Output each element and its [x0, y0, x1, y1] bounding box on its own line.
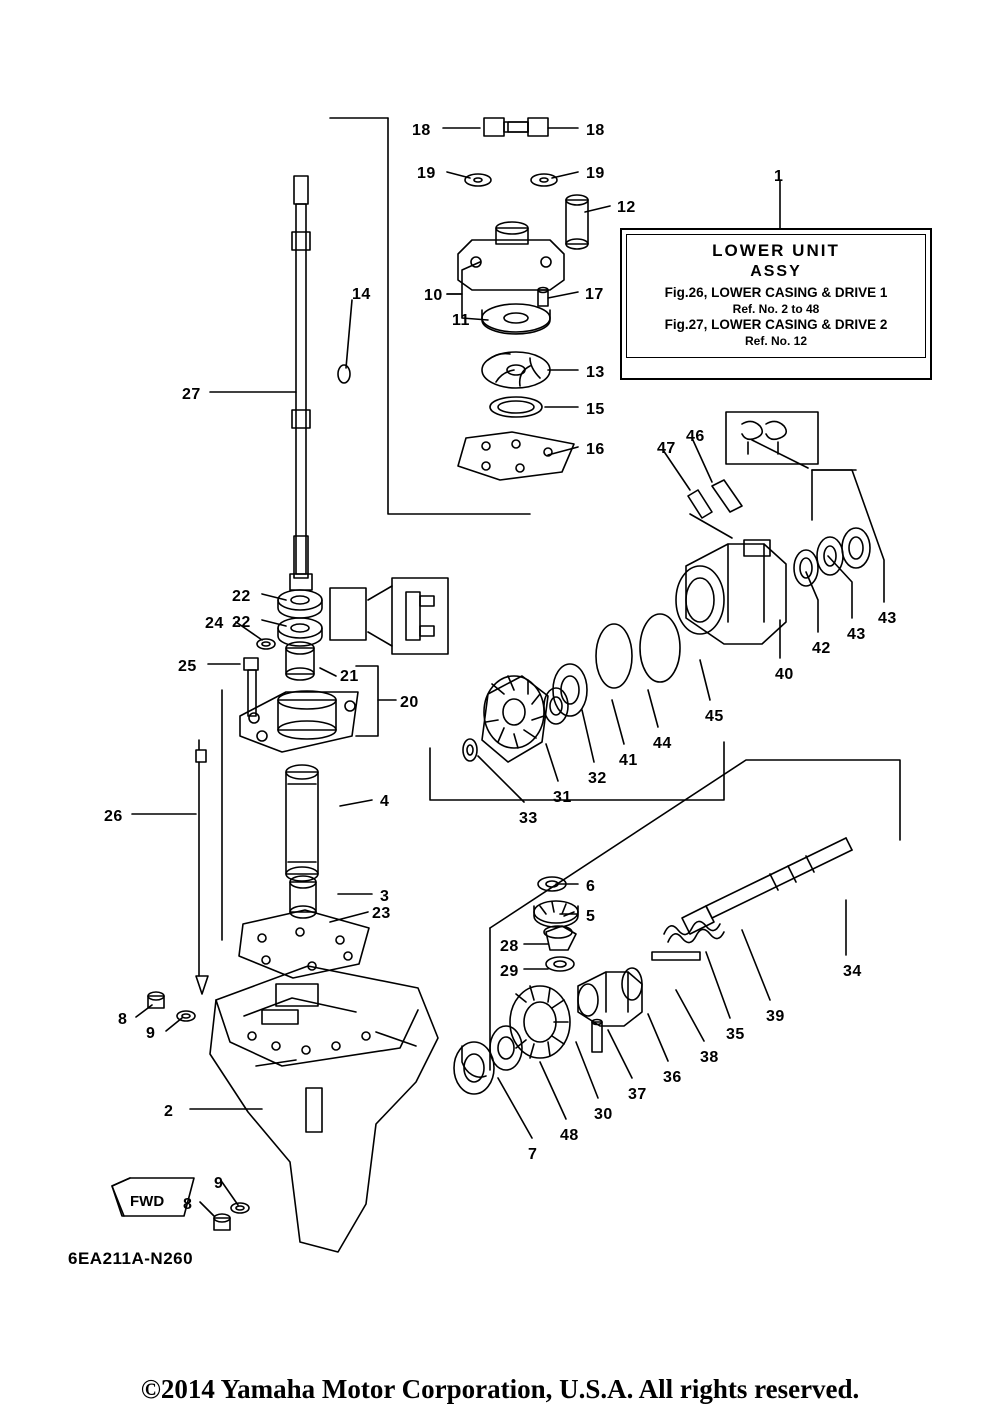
- callout-35: 35: [726, 1026, 745, 1043]
- callout-2: 2: [164, 1103, 174, 1120]
- callout-4: 4: [380, 793, 390, 810]
- callout-16: 16: [586, 441, 605, 458]
- lower-unit-assy-legend: [620, 228, 932, 380]
- callout-8-lower: 8: [183, 1196, 193, 1213]
- legend-title: LOWER UNIT: [712, 241, 840, 260]
- legend-fig26-ref: Ref. No. 2 to 48: [732, 301, 820, 316]
- callout-46: 46: [686, 428, 705, 445]
- callout-25: 25: [178, 658, 197, 675]
- callout-21: 21: [340, 668, 359, 685]
- callout-32: 32: [588, 770, 607, 787]
- callout-45: 45: [705, 708, 724, 725]
- callout-8-upper: 8: [118, 1011, 128, 1028]
- callout-19-left: 19: [417, 165, 436, 182]
- callout-20: 20: [400, 694, 419, 711]
- callout-43-outer: 43: [878, 610, 897, 627]
- callout-12: 12: [617, 199, 636, 216]
- callout-17: 17: [585, 286, 604, 303]
- callout-44: 44: [653, 735, 672, 752]
- copyright-notice: ©2014 Yamaha Motor Corporation, U.S.A. All rights reserved.: [140, 1374, 860, 1404]
- callout-22-upper: 22: [232, 588, 251, 605]
- callout-37: 37: [628, 1086, 647, 1103]
- callout-13: 13: [586, 364, 605, 381]
- callout-9-upper: 9: [146, 1025, 156, 1042]
- callout-41: 41: [619, 752, 638, 769]
- callout-28: 28: [500, 938, 519, 955]
- callout-7: 7: [528, 1146, 538, 1163]
- callout-11: 11: [452, 312, 470, 329]
- callout-10: 10: [424, 287, 443, 304]
- callout-1: 1: [774, 168, 784, 185]
- callout-26: 26: [104, 808, 123, 825]
- callout-9-lower: 9: [214, 1175, 224, 1192]
- callout-23: 23: [372, 905, 391, 922]
- callout-5: 5: [586, 908, 596, 925]
- callout-31: 31: [553, 789, 572, 806]
- callout-38: 38: [700, 1049, 719, 1066]
- callout-19-right: 19: [586, 165, 605, 182]
- legend-fig26: Fig.26, LOWER CASING & DRIVE 1: [664, 285, 888, 300]
- callout-48: 48: [560, 1127, 579, 1144]
- legend-subtitle: ASSY: [750, 263, 802, 280]
- callout-14: 14: [352, 286, 371, 303]
- callout-22-lower: 22: [232, 614, 251, 631]
- callout-29: 29: [500, 963, 519, 980]
- callout-47: 47: [657, 440, 676, 457]
- callout-18-right: 18: [586, 122, 605, 139]
- callout-27: 27: [182, 386, 201, 403]
- callout-40: 40: [775, 666, 794, 683]
- fwd-direction-label: FWD: [130, 1193, 165, 1210]
- callout-15: 15: [586, 401, 605, 418]
- legend-fig27: Fig.27, LOWER CASING & DRIVE 2: [664, 316, 888, 332]
- callout-34: 34: [843, 963, 862, 980]
- callout-42: 42: [812, 640, 831, 657]
- legend-fig27-ref: Ref. No. 12: [744, 333, 807, 348]
- callout-30: 30: [594, 1106, 613, 1123]
- callout-36: 36: [663, 1069, 682, 1086]
- callout-6: 6: [586, 878, 596, 895]
- callout-43-inner: 43: [847, 626, 866, 643]
- callout-3: 3: [380, 888, 390, 905]
- callout-24: 24: [205, 615, 224, 632]
- callout-33: 33: [519, 810, 538, 827]
- diagram-part-code: 6EA211A-N260: [68, 1249, 194, 1268]
- callout-18-left: 18: [412, 122, 431, 139]
- callout-39: 39: [766, 1008, 785, 1025]
